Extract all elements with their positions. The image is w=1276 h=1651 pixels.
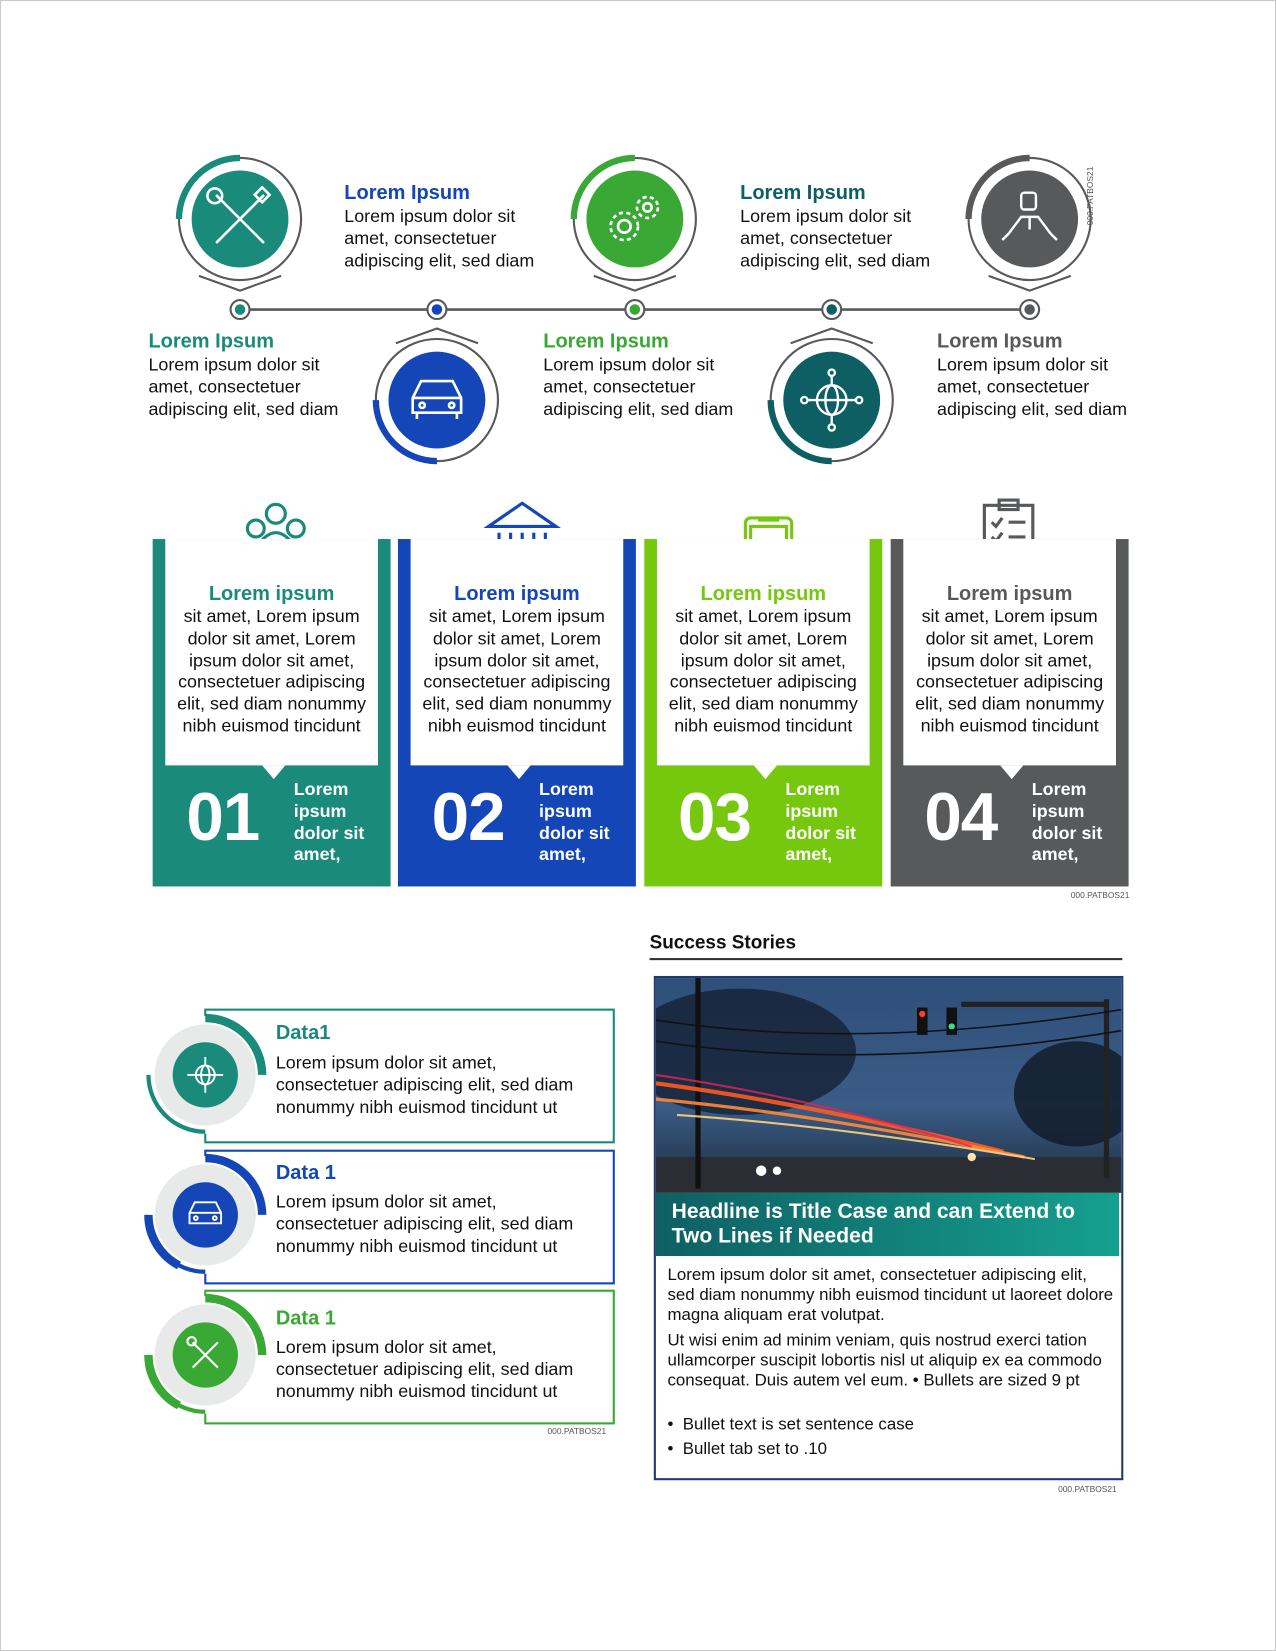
card-side-text: Lorem ipsum dolor sit amet, <box>539 779 610 865</box>
card-1 <box>153 539 391 886</box>
card-body: sit amet, Lorem ipsum dolor sit amet, Lorem ipsum dolor sit amet, consectetuer adipiscing elit, sed diam nonummy nibh euismod tincidunt <box>915 606 1105 736</box>
data-title-1: Data1 <box>275 1022 331 1045</box>
data-body-1: Lorem ipsum dolor sit amet, consectetuer adipiscing elit, sed diam nonummy nibh euismod tincidunt ut <box>275 1052 574 1118</box>
timeline-body-5: Lorem ipsum dolor sit amet, consectetuer adipiscing elit, sed diam <box>936 354 1128 420</box>
timeline-title-4: Lorem Ipsum <box>740 182 866 205</box>
timeline-pin-3 <box>574 158 696 291</box>
timeline-body-4: Lorem ipsum dolor sit amet, consectetuer adipiscing elit, sed diam <box>740 206 931 271</box>
story-photo <box>656 978 1121 1193</box>
data-body-3: Lorem ipsum dolor sit amet, consectetuer adipiscing elit, sed diam nonummy nibh euismod tincidunt ut <box>275 1337 574 1402</box>
timeline-title-2: Lorem Ipsum <box>344 182 470 205</box>
timeline-title-1: Lorem Ipsum <box>148 330 275 353</box>
card-body: sit amet, Lorem ipsum dolor sit amet, Lorem ipsum dolor sit amet, consectetuer adipiscing elit, sed diam nonummy nibh euismod tincidunt <box>177 606 367 736</box>
data-title-3: Data 1 <box>275 1307 336 1330</box>
card-title: Lorem ipsum <box>700 583 827 606</box>
timeline-body-2: Lorem ipsum dolor sit amet, consectetuer adipiscing elit, sed diam <box>344 206 535 271</box>
card-number: 04 <box>924 779 998 855</box>
timeline-pin-2 <box>376 328 498 461</box>
data-badge-1 <box>146 1016 264 1134</box>
story-bullet-1: • Bullet text is set sentence case <box>667 1416 915 1434</box>
story-bullet-text: Bullet text is set sentence case <box>682 1416 915 1434</box>
data-badge-2 <box>146 1156 264 1274</box>
card-number: 03 <box>678 779 751 855</box>
story-bullet-2: • Bullet tab set to .10 <box>667 1440 827 1459</box>
data-code: 000.PATBOS21 <box>547 1426 607 1437</box>
card-title: Lorem ipsum <box>946 583 1073 606</box>
card-title: Lorem ipsum <box>208 583 335 606</box>
card-2 <box>398 539 636 886</box>
story-heading-rule <box>650 958 1123 960</box>
timeline-code: 000.PATBOS21 <box>1085 166 1095 226</box>
card-title: Lorem ipsum <box>454 583 580 606</box>
timeline-pin-4 <box>771 328 893 461</box>
story-headline: Headline is Title Case and can Extend to Two Lines if Needed <box>671 1200 1075 1248</box>
card-side-text: Lorem ipsum dolor sit amet, <box>293 779 365 865</box>
card-3 <box>644 539 882 886</box>
story-paragraph-2: Ut wisi enim ad minim veniam, quis nostrud exerci tation ullamcorper suscipit lobortis nisl ut aliquip ex ea commodo consequat. Duis autem vel eum. • Bullets are sized 9 pt <box>667 1331 1102 1390</box>
data-title-2: Data 1 <box>275 1162 336 1185</box>
timeline-title-5: Lorem Ipsum <box>936 330 1063 353</box>
card-number: 02 <box>431 779 505 855</box>
card-body: sit amet, Lorem ipsum dolor sit amet, Lorem ipsum dolor sit amet, consectetuer adipiscing elit, sed diam nonummy nibh euismod tincidunt <box>422 606 612 736</box>
story-bullet-text: Bullet tab set to .10 <box>682 1440 827 1459</box>
story-code: 000.PATBOS21 <box>1058 1484 1117 1494</box>
card-side-text: Lorem ipsum dolor sit amet, <box>1031 779 1103 865</box>
card-number: 01 <box>186 779 260 855</box>
card-body: sit amet, Lorem ipsum dolor sit amet, Lorem ipsum dolor sit amet, consectetuer adipiscing elit, sed diam nonummy nibh euismod tincidunt <box>668 606 858 736</box>
card-4 <box>891 539 1129 886</box>
cards-code: 000.PATBOS21 <box>1070 890 1130 901</box>
timeline-pin-1 <box>179 158 301 291</box>
data-body-2: Lorem ipsum dolor sit amet, consectetuer adipiscing elit, sed diam nonummy nibh euismod tincidunt ut <box>275 1191 574 1256</box>
timeline-body-3: Lorem ipsum dolor sit amet, consectetuer adipiscing elit, sed diam <box>543 354 734 420</box>
timeline-pin-5 <box>969 158 1091 291</box>
story-heading: Success Stories <box>649 931 796 953</box>
card-side-text: Lorem ipsum dolor sit amet, <box>785 779 856 865</box>
story-paragraph-1: Lorem ipsum dolor sit amet, consectetuer adipiscing elit, sed diam nonummy nibh euismod tincidunt ut laoreet dolore magna aliquam erat volutpat. <box>667 1266 1114 1325</box>
timeline-body-1: Lorem ipsum dolor sit amet, consectetuer adipiscing elit, sed diam <box>148 354 339 420</box>
timeline-title-3: Lorem Ipsum <box>543 330 669 353</box>
data-badge-3 <box>146 1296 264 1414</box>
